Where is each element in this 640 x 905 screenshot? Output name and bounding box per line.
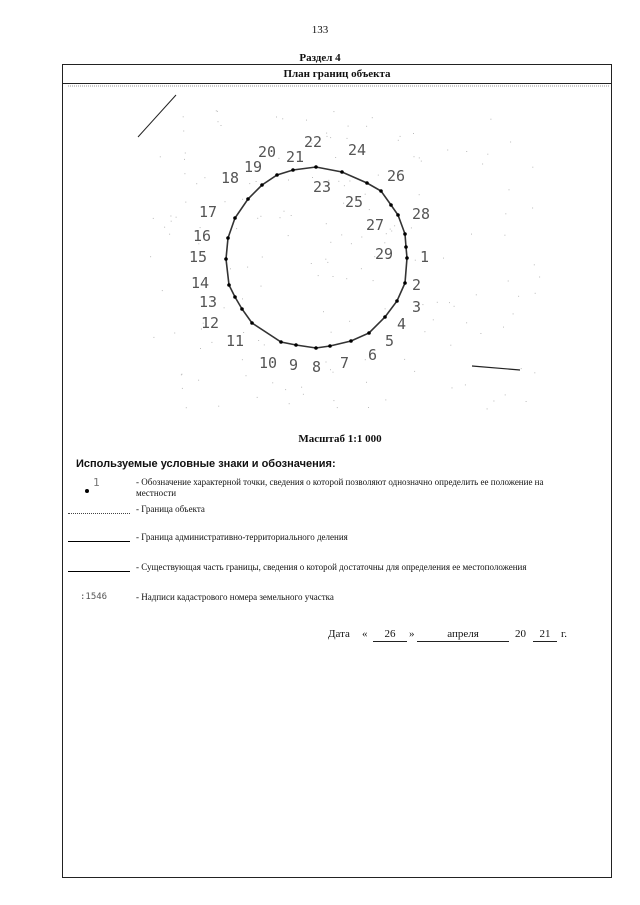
date-month: апреля	[417, 628, 509, 642]
noise-dot	[518, 296, 519, 297]
noise-dot	[532, 167, 533, 168]
noise-dot	[198, 380, 199, 381]
noise-dot	[333, 111, 334, 112]
noise-dot	[326, 223, 327, 224]
noise-dot	[504, 235, 505, 236]
noise-dot	[344, 185, 345, 186]
noise-dot	[162, 290, 163, 291]
noise-dot	[216, 110, 217, 111]
noise-dot	[535, 293, 536, 294]
boundary-point-26	[389, 203, 393, 207]
noise-dot	[413, 133, 414, 134]
noise-dot	[311, 263, 312, 264]
noise-dot	[338, 181, 339, 182]
noise-dot	[185, 202, 186, 203]
boundary-point-22	[314, 165, 318, 169]
noise-dot	[186, 407, 187, 408]
noise-dot	[369, 209, 370, 210]
point-label-23: 23	[313, 178, 332, 196]
noise-dot	[257, 397, 258, 398]
point-label-27: 27	[366, 216, 385, 234]
noise-dot	[450, 345, 451, 346]
boundary-point-28	[403, 232, 407, 236]
noise-dot	[526, 401, 527, 402]
noise-dot	[318, 275, 319, 276]
date-century: 20	[515, 628, 526, 640]
point-label-15: 15	[189, 248, 208, 266]
point-label-24: 24	[348, 141, 367, 159]
object-boundary-symbol	[66, 504, 130, 516]
noise-dot	[447, 150, 448, 151]
noise-dot	[325, 259, 326, 260]
section-heading: Раздел 4	[299, 52, 341, 64]
noise-dot	[449, 302, 450, 303]
noise-dot	[349, 181, 350, 182]
noise-dot	[185, 153, 186, 154]
noise-dot	[327, 262, 328, 263]
point-label-12: 12	[201, 314, 220, 332]
point-label-11: 11	[226, 332, 245, 350]
noise-dot	[257, 218, 258, 219]
noise-dot	[482, 164, 483, 165]
point-label-22: 22	[304, 133, 323, 151]
noise-dot	[331, 332, 332, 333]
noise-dot	[326, 133, 327, 134]
legend-text-cadastral: - Надписи кадастрового номера земельного участка	[136, 592, 334, 602]
noise-dot	[182, 388, 183, 389]
boundary-point-10	[279, 340, 283, 344]
noise-dot	[343, 203, 344, 204]
noise-dot	[150, 256, 151, 257]
noise-dot	[539, 277, 540, 278]
noise-dot	[204, 177, 205, 178]
noise-dot	[368, 407, 369, 408]
noise-dot	[288, 235, 289, 236]
point-label-2: 2	[412, 276, 422, 294]
noise-dot	[183, 116, 184, 117]
boundary-point-15	[224, 257, 228, 261]
noise-dot	[341, 234, 342, 235]
boundary-point-21	[291, 168, 295, 172]
noise-dot	[415, 260, 416, 261]
noise-dot	[335, 157, 336, 158]
noise-dot	[366, 126, 367, 127]
point-label-9: 9	[289, 356, 299, 374]
noise-dot	[218, 406, 219, 407]
boundary-point-23	[340, 170, 344, 174]
noise-dot	[487, 154, 488, 155]
noise-dot	[452, 387, 453, 388]
noise-dot	[224, 307, 225, 308]
point-label-7: 7	[340, 354, 350, 372]
noise-dot	[361, 237, 362, 238]
noise-dot	[422, 304, 423, 305]
noise-dot	[487, 408, 488, 409]
point-label-20: 20	[258, 143, 277, 161]
legend-text-admin-boundary: - Граница административно-территориального деления	[136, 532, 348, 542]
noise-dot	[351, 243, 352, 244]
point-label-25: 25	[345, 193, 364, 211]
boundary-point-6	[349, 339, 353, 343]
noise-dot	[509, 189, 510, 190]
noise-dot	[433, 319, 434, 320]
date-year: 21	[533, 628, 557, 642]
noise-dot	[330, 369, 331, 370]
noise-dot	[398, 140, 399, 141]
noise-dot	[261, 286, 262, 287]
noise-dot	[276, 117, 277, 118]
point-label-17: 17	[199, 203, 218, 221]
noise-dot	[327, 136, 328, 137]
noise-dot	[174, 333, 175, 334]
noise-dot	[493, 401, 494, 402]
legend-title: Используемые условные знаки и обозначения:	[76, 458, 336, 470]
noise-dot	[330, 242, 331, 243]
noise-dot	[264, 344, 265, 345]
noise-dot	[394, 225, 395, 226]
noise-dot	[532, 208, 533, 209]
frame-title: План границ объекта	[63, 65, 611, 84]
noise-dot	[505, 394, 506, 395]
noise-dot	[249, 183, 250, 184]
noise-dot	[211, 342, 212, 343]
noise-dot	[184, 173, 185, 174]
noise-dot	[303, 394, 304, 395]
noise-dot	[365, 359, 366, 360]
noise-dot	[242, 359, 243, 360]
boundary-plan	[0, 0, 640, 430]
noise-dot	[437, 302, 438, 303]
noise-dot	[306, 120, 307, 121]
noise-dot	[365, 194, 366, 195]
boundary-point-19	[260, 183, 264, 187]
boundary-point-25	[379, 189, 383, 193]
scale-label: Масштаб 1:1 000	[298, 433, 382, 445]
point-label-28: 28	[412, 205, 431, 223]
point-label-29: 29	[375, 245, 394, 263]
point-label-16: 16	[193, 227, 212, 245]
noise-dot	[505, 213, 506, 214]
noise-dot	[521, 368, 522, 369]
noise-dot	[169, 234, 170, 235]
noise-dot	[391, 231, 392, 232]
noise-dot	[419, 194, 420, 195]
boundary-point-9	[294, 343, 298, 347]
boundary-point-4	[383, 315, 387, 319]
noise-dot	[280, 217, 281, 218]
point-label-5: 5	[385, 332, 395, 350]
noise-dot	[171, 221, 172, 222]
noise-dot	[346, 278, 347, 279]
noise-dot	[348, 126, 349, 127]
boundary-point-27	[396, 213, 400, 217]
noise-dot	[373, 280, 374, 281]
noise-dot	[333, 400, 334, 401]
boundary-point-24	[365, 181, 369, 185]
noise-dot	[289, 403, 290, 404]
noise-dot	[480, 333, 481, 334]
noise-dot	[390, 229, 391, 230]
date-day: 26	[373, 628, 407, 642]
noise-dot	[221, 125, 222, 126]
point-label-6: 6	[368, 346, 378, 364]
noise-dot	[170, 216, 171, 217]
noise-dot	[424, 331, 425, 332]
date-close-quote: »	[409, 628, 415, 640]
noise-dot	[247, 267, 248, 268]
noise-dot	[419, 157, 420, 158]
noise-dot	[386, 233, 387, 234]
noise-dot	[384, 242, 385, 243]
cadastral-symbol	[66, 592, 130, 604]
legend-text-object-boundary: - Граница объекта	[136, 504, 205, 514]
noise-dot	[466, 151, 467, 152]
noise-dot	[260, 216, 261, 217]
noise-dot	[153, 218, 154, 219]
noise-dot	[218, 121, 219, 122]
noise-dot	[454, 306, 455, 307]
noise-dot	[476, 294, 477, 295]
noise-dot	[326, 362, 327, 363]
point-label-19: 19	[244, 158, 263, 176]
noise-dot	[414, 371, 415, 372]
noise-dot	[217, 111, 218, 112]
noise-dot	[490, 119, 491, 120]
noise-dot	[471, 234, 472, 235]
noise-dot	[164, 227, 165, 228]
noise-dot	[183, 131, 184, 132]
stray-line-left	[138, 95, 176, 137]
noise-dot	[330, 137, 331, 138]
noise-dot	[510, 142, 511, 143]
stray-line-right	[472, 366, 520, 370]
noise-dot	[411, 227, 412, 228]
noise-dot	[466, 322, 467, 323]
date-open-quote: «	[362, 628, 368, 640]
noise-dot	[421, 161, 422, 162]
date-label: Дата	[328, 628, 350, 640]
noise-dot	[361, 268, 362, 269]
noise-dot	[230, 268, 231, 269]
boundary-point-14	[227, 283, 231, 287]
noise-dot	[349, 321, 350, 322]
boundary-point-29	[404, 245, 408, 249]
point-labels	[189, 133, 430, 376]
noise-dot	[256, 181, 257, 182]
boundary-point-16	[226, 236, 230, 240]
boundary-point-11	[250, 321, 254, 325]
noise-dot	[200, 348, 201, 349]
point-label-4: 4	[397, 315, 407, 333]
boundary-point-2	[403, 281, 407, 285]
boundary-point-5	[367, 331, 371, 335]
existing-boundary-symbol	[66, 562, 130, 574]
date-row	[300, 628, 600, 642]
point-label-1: 1	[420, 248, 430, 266]
legend-text-existing-boundary: - Существующая часть границы, сведения о которой достаточны для определения ее местоположения	[136, 562, 527, 572]
noise-dot	[288, 180, 289, 181]
noise-dot	[503, 327, 504, 328]
page-number: 133	[311, 24, 329, 36]
boundary-point-12	[240, 307, 244, 311]
noise-dot	[404, 359, 405, 360]
noise-dot	[347, 138, 348, 139]
point-label-3: 3	[412, 298, 422, 316]
noise-dot	[225, 201, 226, 202]
noise-dot	[366, 382, 367, 383]
boundary-point-20	[275, 173, 279, 177]
noise-dot	[236, 228, 237, 229]
noise-dot	[378, 175, 379, 176]
legend-text-point: - Обозначение характерной точки, сведения о которой позволяют однозначно определить ее положение на местности	[136, 477, 544, 498]
boundary-point-18	[246, 197, 250, 201]
noise-dot	[400, 136, 401, 137]
boundary-point-13	[233, 295, 237, 299]
boundary-point-8	[314, 346, 318, 350]
noise-dot	[333, 276, 334, 277]
noise-dot	[242, 298, 243, 299]
noise-dot	[262, 257, 263, 258]
boundary-point-17	[233, 216, 237, 220]
point-symbol	[66, 477, 130, 489]
noise-dot	[242, 199, 243, 200]
noise-dot	[443, 258, 444, 259]
noise-dot	[465, 384, 466, 385]
boundary-point-7	[328, 344, 332, 348]
noise-dot	[508, 281, 509, 282]
noise-dot	[301, 387, 302, 388]
point-label-10: 10	[259, 354, 278, 372]
noise-dot	[323, 311, 324, 312]
noise-dot	[246, 375, 247, 376]
noise-dot	[513, 313, 514, 314]
point-label-21: 21	[286, 148, 305, 166]
boundary-point-3	[395, 299, 399, 303]
noise-dot	[372, 117, 373, 118]
noise-dot	[176, 217, 177, 218]
noise-dot	[414, 156, 415, 157]
noise-dot	[196, 183, 197, 184]
point-label-14: 14	[191, 274, 210, 292]
noise-dot	[285, 389, 286, 390]
noise-dot	[282, 118, 283, 119]
noise-dot	[258, 340, 259, 341]
point-symbol-label: 1	[93, 476, 100, 489]
noise-dot	[333, 372, 334, 373]
noise-dot	[385, 399, 386, 400]
noise-dot	[160, 156, 161, 157]
noise-dot	[272, 382, 273, 383]
date-suffix: г.	[561, 628, 568, 640]
noise-dot	[284, 211, 285, 212]
boundary-point-1	[405, 256, 409, 260]
noise-dot	[278, 158, 279, 159]
point-label-13: 13	[199, 293, 218, 311]
noise-dot	[181, 374, 182, 375]
noise-dot	[291, 215, 292, 216]
point-label-26: 26	[387, 167, 406, 185]
point-label-18: 18	[221, 169, 240, 187]
noise-dot	[184, 159, 185, 160]
noise-dot	[534, 264, 535, 265]
point-label-8: 8	[312, 358, 322, 376]
noise-dot	[534, 372, 535, 373]
noise-dot	[337, 407, 338, 408]
noise-dot	[385, 308, 386, 309]
noise-dot	[153, 337, 154, 338]
admin-boundary-symbol	[66, 532, 130, 544]
cadastral-sample: :1546	[80, 592, 108, 602]
